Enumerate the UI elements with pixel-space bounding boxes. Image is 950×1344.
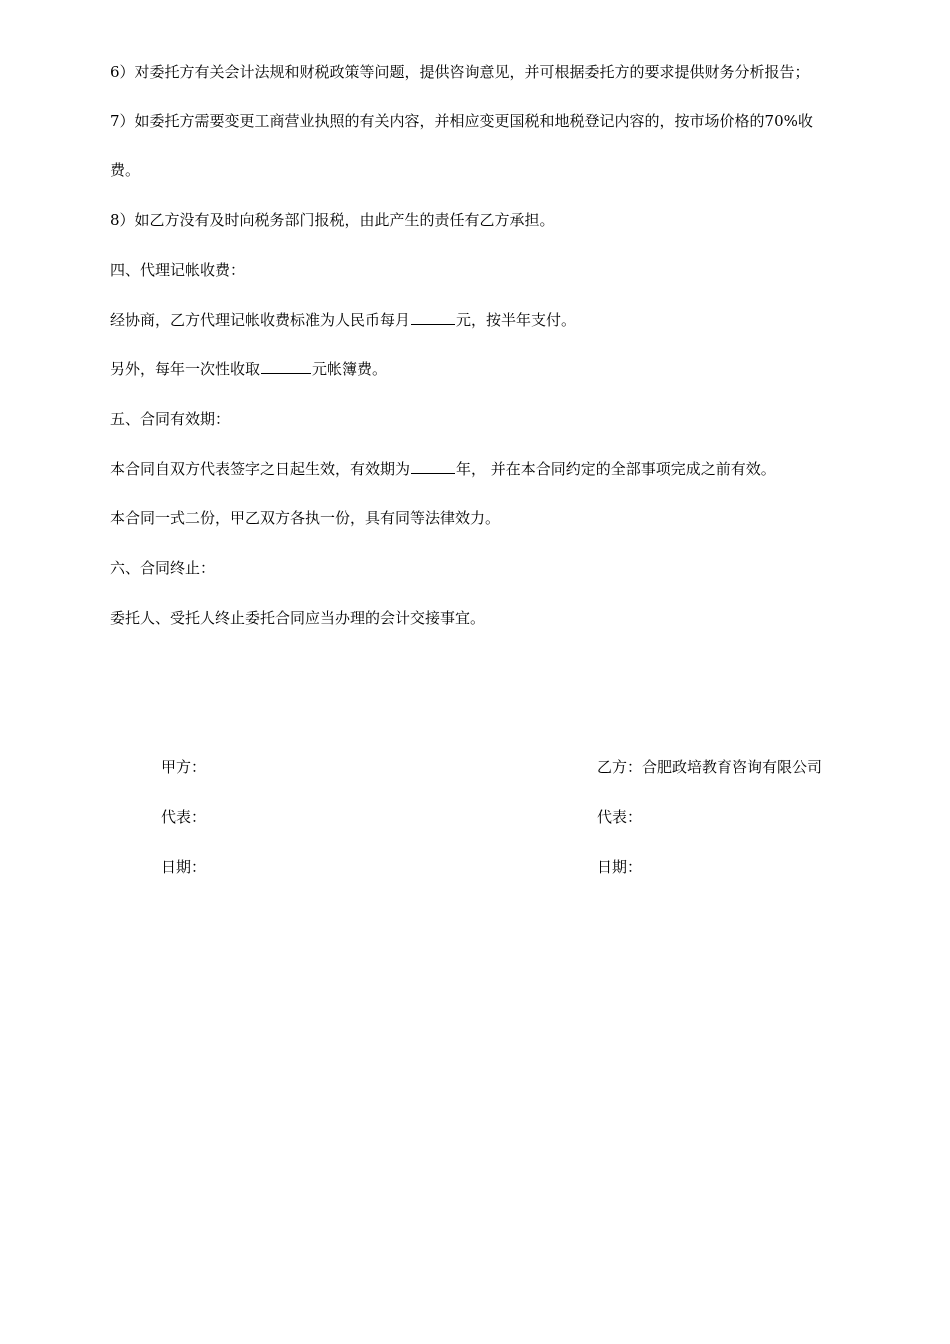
book-fee-amount-blank <box>261 359 311 374</box>
fee-amount-blank <box>411 310 455 325</box>
term-years-blank <box>411 459 455 474</box>
fee-sentence <box>110 310 576 330</box>
book-fee-text-after: 元帐簿费。 <box>312 360 388 378</box>
fee-text-before: 经协商，乙方代理记帐收费标准为人民币每月 <box>110 311 411 329</box>
book-fee-text-before: 另外，每年一次性收取 <box>110 360 261 378</box>
copies-sentence: 本合同一式二份，甲乙双方各执一份，具有同等法律效力。 <box>110 509 501 527</box>
section-4-heading: 四、代理记帐收费： <box>110 261 246 279</box>
term-sentence <box>110 459 776 479</box>
representative-b-label: 代表： <box>597 808 643 826</box>
book-fee-sentence <box>110 359 387 379</box>
clause-8: 8）如乙方没有及时向税务部门报税，由此产生的责任有乙方承担。 <box>110 211 555 229</box>
party-b-label: 乙方：合肥政培教育咨询有限公司 <box>597 758 823 776</box>
fee-text-after: 元，按半年支付。 <box>456 311 577 329</box>
clause-7-line-2: 费。 <box>110 161 141 179</box>
termination-sentence: 委托人、受托人终止委托合同应当办理的会计交接事宜。 <box>110 609 486 627</box>
section-6-heading: 六、合同终止： <box>110 559 216 577</box>
section-5-heading: 五、合同有效期： <box>110 410 231 428</box>
clause-6: 6）对委托方有关会计法规和财税政策等问题，提供咨询意见，并可根据委托方的要求提供财务分析报告； <box>110 63 810 81</box>
date-b-label: 日期： <box>597 858 643 876</box>
date-a-label: 日期： <box>161 858 207 876</box>
clause-7-line-1: 7）如委托方需要变更工商营业执照的有关内容，并相应变更国税和地税登记内容的，按市场价格的70%收 <box>110 112 813 130</box>
party-a-label: 甲方： <box>161 758 207 776</box>
term-text-before: 本合同自双方代表签字之日起生效，有效期为 <box>110 460 411 478</box>
representative-a-label: 代表： <box>161 808 207 826</box>
term-text-after: 年， 并在本合同约定的全部事项完成之前有效。 <box>456 460 776 478</box>
